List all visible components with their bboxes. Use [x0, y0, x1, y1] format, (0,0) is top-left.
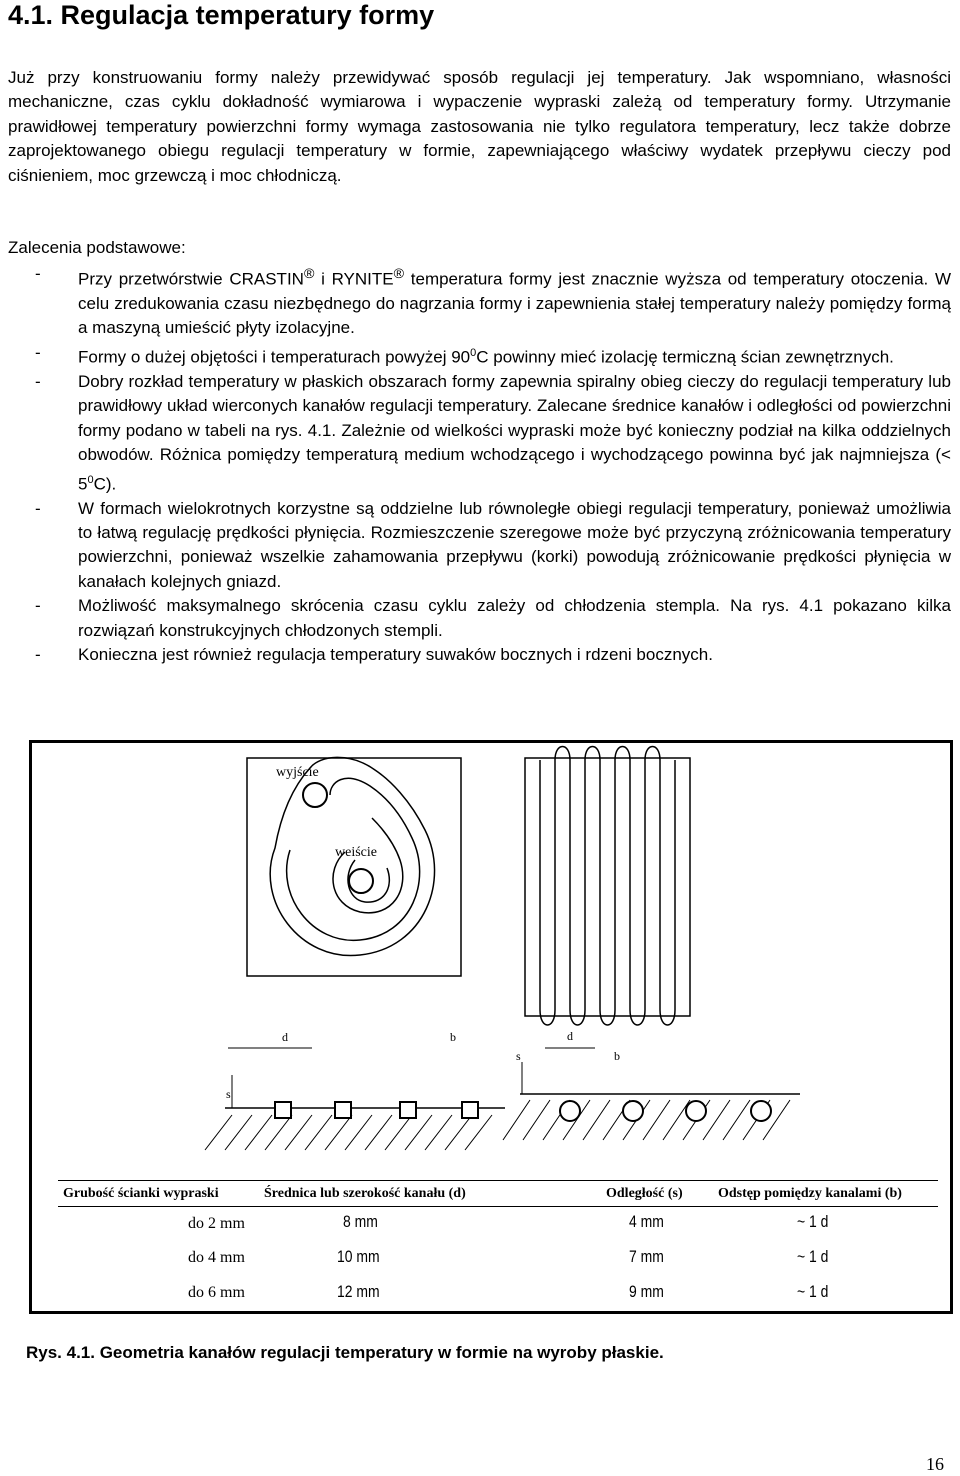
table-cell: 12 mm: [337, 1282, 380, 1301]
label-b-round: b: [614, 1049, 620, 1063]
label-d-square: d: [282, 1030, 288, 1044]
registered-mark: ®: [303, 266, 315, 282]
list-item-text-part: i RYNITE: [314, 269, 394, 289]
bullet-dash: -: [35, 371, 41, 391]
label-b-square: b: [450, 1030, 456, 1044]
list-item-text-part: Dobry rozkład temperatury w płaskich obszarach formy zapewnia spiralny obieg cieczy do regulacji temperatury lub prawidłowy układ wierconych kanałów regulacji temperatury. Zalecane średnice kanałów i odległości od powierzchni formy podano w tabeli na rys. 4.1. Zależnie od wielkości wypraski może być konieczny podział na kilka oddzielnych obwodów. Różnica pomiędzy temperaturą medium wchodzącego i wychodzącego powinna być jak najmniejsza (< 5: [78, 371, 951, 494]
list-item-text-part: Przy przetwórstwie CRASTIN: [78, 269, 304, 289]
table-cell: 10 mm: [337, 1247, 380, 1266]
table-cell: 8 mm: [343, 1212, 378, 1231]
label-s-square: s: [226, 1087, 231, 1101]
table-cell: do 4 mm: [188, 1249, 245, 1266]
label-s-round: s: [516, 1049, 521, 1063]
bullet-dash: -: [35, 342, 41, 362]
square-channels-section: [205, 1030, 505, 1150]
table-header: Grubość ścianki wypraski: [63, 1186, 219, 1201]
table-cell: do 6 mm: [188, 1284, 245, 1301]
label-d-round: d: [567, 1029, 573, 1043]
table-header: Średnica lub szerokość kanału (d): [264, 1186, 466, 1201]
round-channels-section: [503, 1029, 800, 1140]
spiral-panel: [247, 758, 461, 976]
table-cell: do 2 mm: [188, 1215, 245, 1232]
table-cell: ~ 1 d: [797, 1212, 829, 1231]
list-item-text-part: temperatura formy jest znacznie wyższa od temperatury otoczenia. W celu zredukowania czasu niezbędnego do nagrzania formy i zapewnienia stałej temperatury należy pomiędzy formą a maszyną umieścić płyty izolacyjne.: [78, 269, 952, 338]
bullet-dash: -: [35, 645, 41, 665]
intro-paragraph: Już przy konstruowaniu formy należy przewidywać sposób regulacji jej temperatury. Jak wspomniano, własności mechaniczne, czas cyklu dokładność wymiarowa i wypaczenie wypraski zależą od temperatury formy. Utrzymanie prawidłowej temperatury powierzchni formy wymaga zastosowania nie tylko regulatora temperatury, lecz także dobrze zaprojektowanego obiegu regulacji temperatury w formie, zapewniającego właściwy wydatek przepływu cieczy pod ciśnieniem, moc grzewczą i moc chłodniczą.: [8, 68, 951, 185]
label-inlet: weiście: [335, 845, 377, 860]
table-cell: ~ 1 d: [797, 1282, 829, 1301]
table-rule: [58, 1206, 938, 1207]
registered-mark: ®: [393, 266, 405, 282]
outlet-port: [303, 783, 327, 807]
list-item-text: W formach wielokrotnych korzystne są oddzielne lub równoległe obiegi regulacji temperatury, ponieważ umożliwia to łatwą regulację prędkości płynięcia. Rozmieszczenie szeregowe może być przyczyną zróżnicowania temperatury powierzchni, ponieważ wszelkie zahamowania przepływu (korki) powodują zróżnicowanie prędkości płynięcia w kanałach kolejnych gniazd.: [78, 498, 951, 591]
table-cell: 4 mm: [629, 1212, 664, 1231]
list-item-text-part: C powinny mieć izolację termiczną ścian zewnętrznych.: [476, 347, 894, 367]
bullet-dash: -: [35, 498, 41, 518]
table-rule: [58, 1180, 938, 1181]
section-heading: 4.1. Regulacja temperatury formy: [8, 0, 435, 30]
parallel-panel: [525, 758, 690, 1016]
list-item-text-part: Formy o dużej objętości i temperaturach powyżej 90: [78, 347, 471, 367]
page-number: 16: [926, 1454, 944, 1474]
list-item-text-part: C).: [93, 474, 117, 494]
table-cell: ~ 1 d: [797, 1247, 829, 1266]
inlet-port: [349, 869, 373, 893]
table-header: Odstęp pomiędzy kanalami (b): [718, 1186, 902, 1201]
recommendations-title: Zalecenia podstawowe:: [8, 238, 186, 257]
list-item-text: Konieczna jest również regulacja temperatury suwaków bocznych i rdzeni bocznych.: [78, 645, 713, 665]
table-cell: 7 mm: [629, 1247, 664, 1266]
superscript: 0: [470, 346, 477, 359]
superscript: 0: [87, 473, 94, 486]
figure-caption: Rys. 4.1. Geometria kanałów regulacji temperatury w formie na wyroby płaskie.: [26, 1343, 664, 1362]
table-cell: 9 mm: [629, 1282, 664, 1301]
bullet-dash: -: [35, 596, 41, 616]
table-header: Odległość (s): [606, 1186, 683, 1201]
bullet-dash: -: [35, 264, 41, 283]
label-outlet: wyjście: [276, 765, 319, 780]
list-item-text: Możliwość maksymalnego skrócenia czasu cyklu zależy od chłodzenia stempla. Na rys. 4.1 pokazano kilka rozwiązań konstrukcyjnych chłodzonych stempli.: [78, 596, 951, 640]
